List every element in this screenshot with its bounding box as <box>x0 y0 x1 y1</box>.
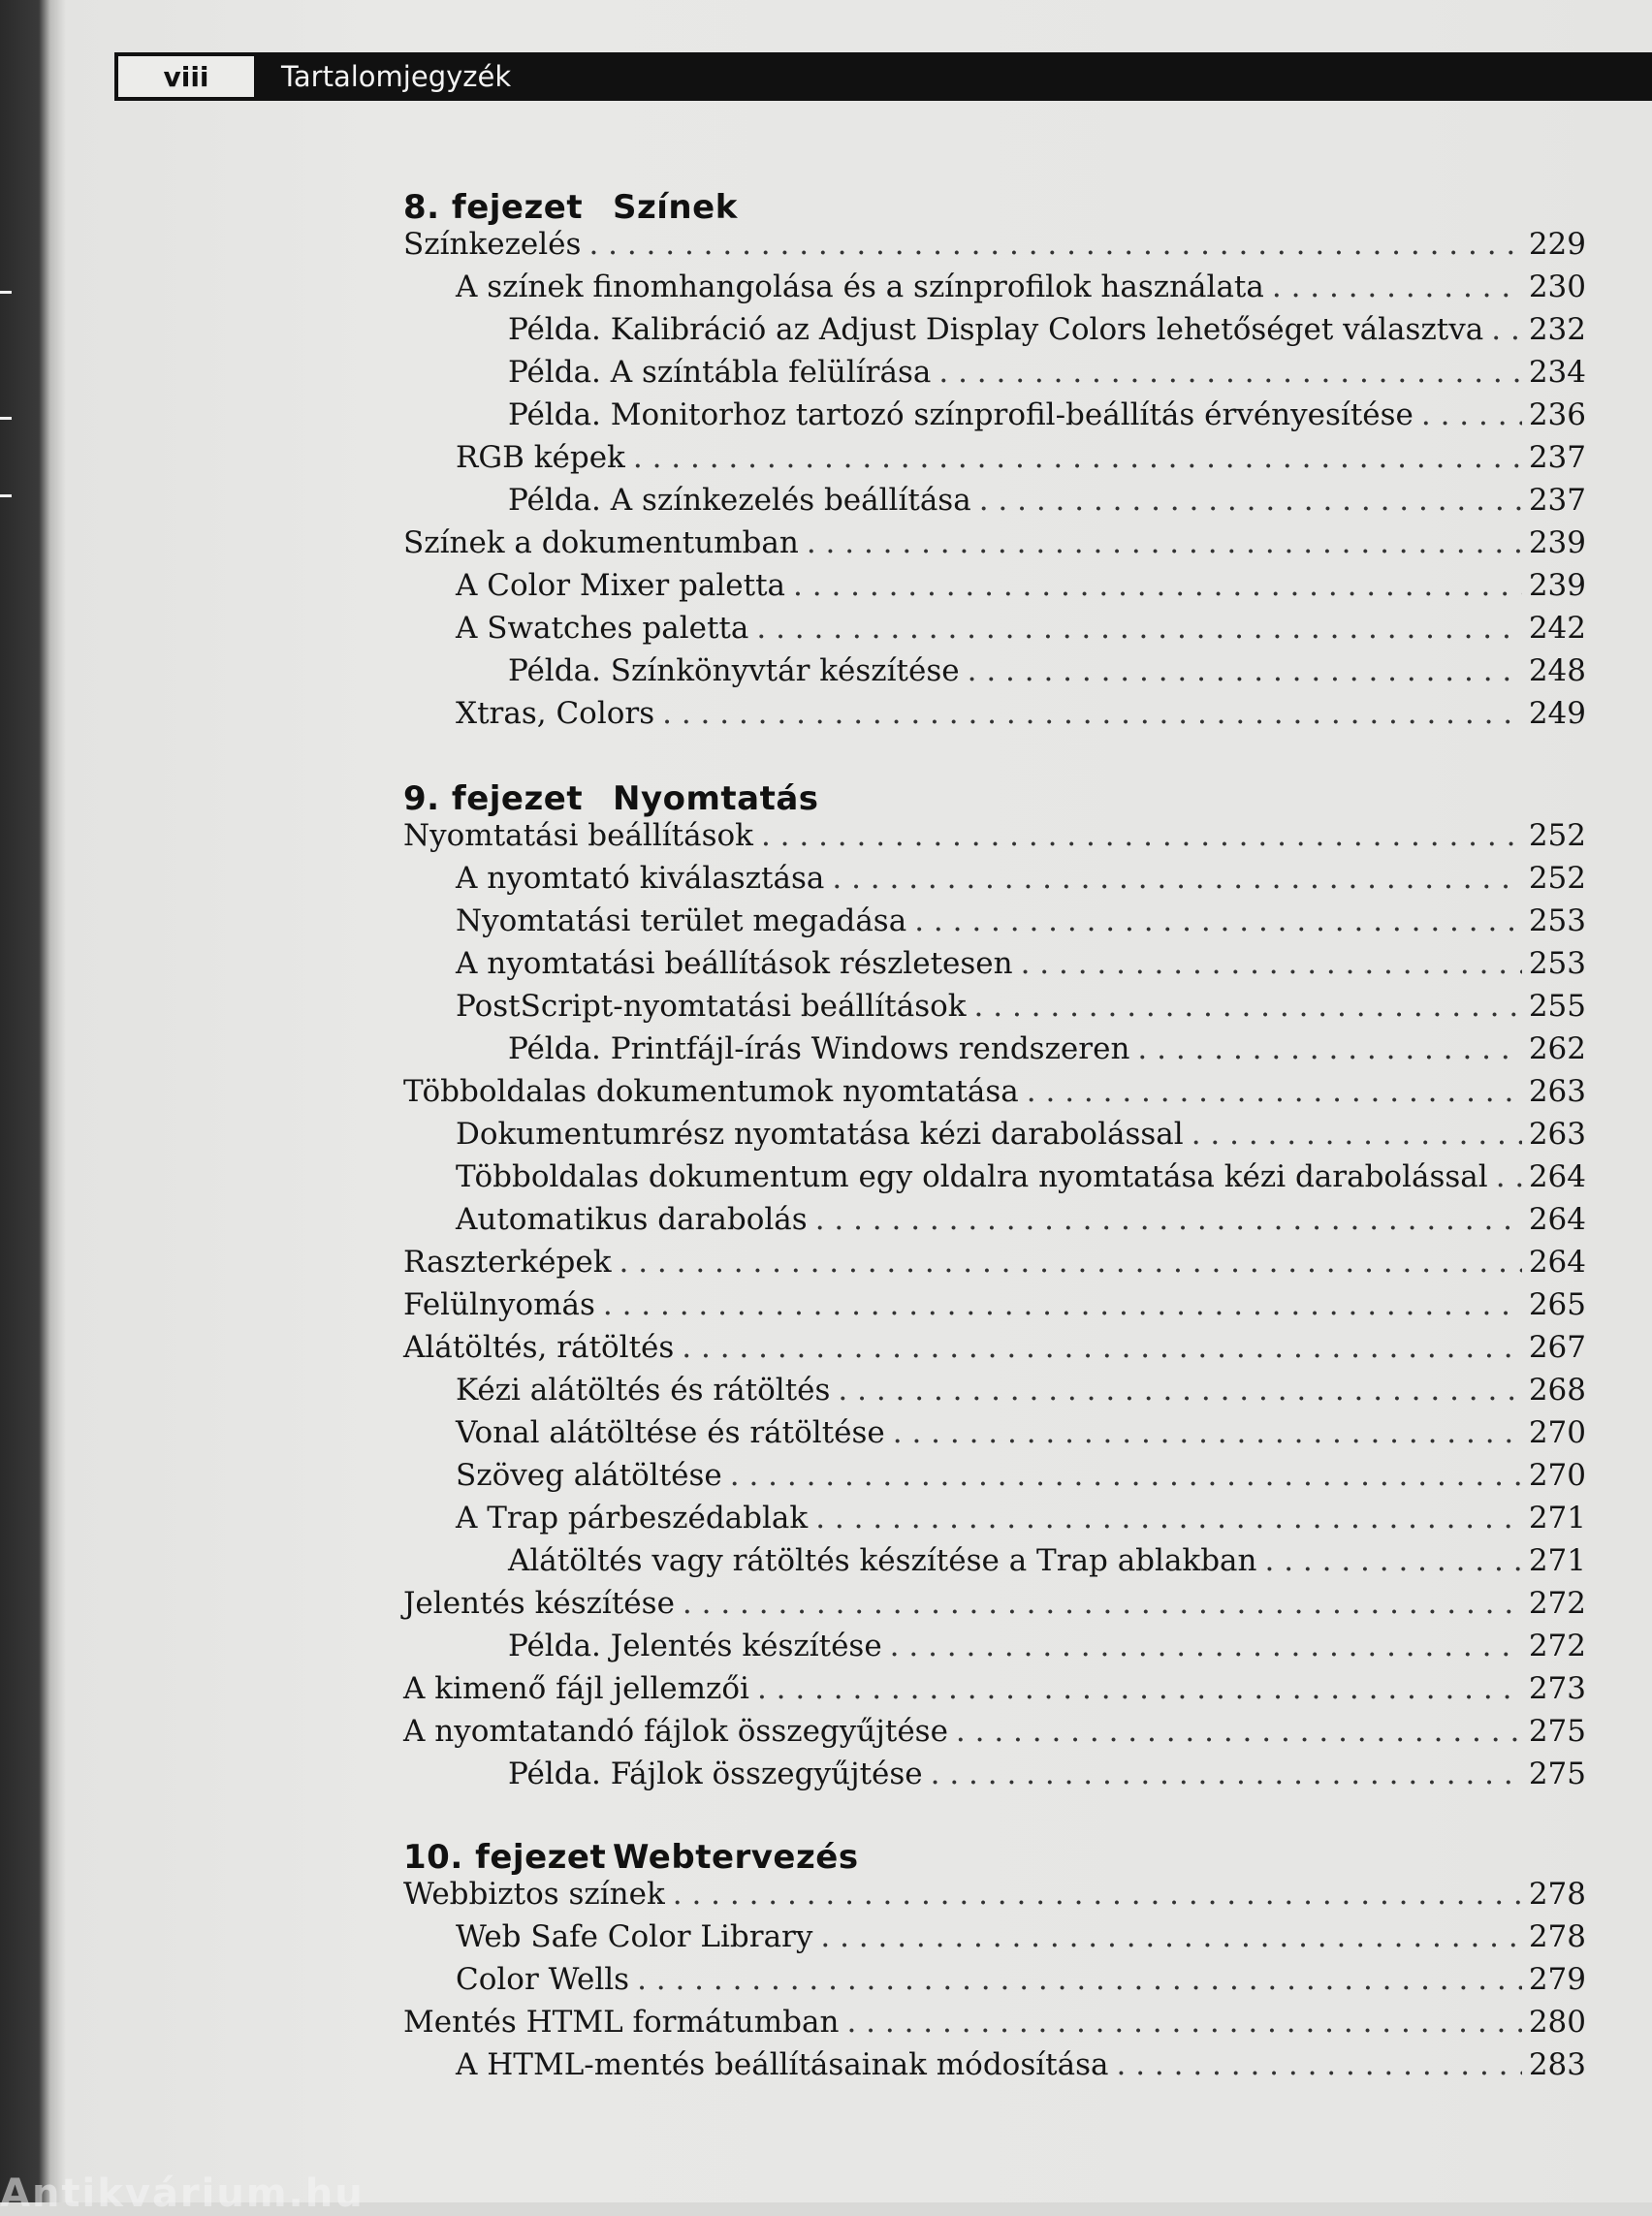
dot-leader <box>756 611 1522 646</box>
toc-entry-title: A nyomtatási beállítások részletesen <box>456 946 1013 981</box>
dot-leader <box>1117 2047 1523 2082</box>
toc-entry[interactable] <box>456 269 1586 312</box>
chapter-number: 9. fejezet <box>403 779 584 818</box>
toc-page-number: 264 <box>1528 1159 1586 1194</box>
dot-leader <box>1272 269 1522 304</box>
dot-leader <box>620 1245 1522 1280</box>
toc-page-number: 275 <box>1528 1757 1586 1791</box>
toc-entry-title: A Swatches paletta <box>456 611 749 646</box>
chapter-heading <box>403 779 1373 818</box>
toc-entry[interactable] <box>456 903 1586 946</box>
toc-page-number: 252 <box>1528 861 1586 896</box>
toc-entry[interactable] <box>456 1202 1586 1245</box>
toc-entry-title: Példa. Színkönyvtár készítése <box>508 653 960 688</box>
toc-entry[interactable] <box>456 696 1586 739</box>
toc-page-number: 253 <box>1528 903 1586 938</box>
dot-leader <box>673 1877 1522 1912</box>
toc-page-number: 262 <box>1528 1031 1586 1066</box>
toc-entry-title: Web Safe Color Library <box>456 1919 813 1954</box>
toc-entry-title: A Trap párbeszédablak <box>456 1501 809 1535</box>
toc-entry[interactable] <box>403 1877 1586 1919</box>
toc-entry[interactable] <box>403 1245 1586 1287</box>
toc-page-number: 265 <box>1528 1287 1586 1322</box>
toc-page-number: 279 <box>1528 1962 1586 1997</box>
toc-page-number: 270 <box>1528 1458 1586 1493</box>
toc-page-number: 237 <box>1528 440 1586 475</box>
toc-entry[interactable] <box>456 1962 1586 2005</box>
toc-page-number: 264 <box>1528 1245 1586 1280</box>
toc-entry-title: Példa. Jelentés készítése <box>508 1629 882 1663</box>
toc-entry-title: Színkezelés <box>403 227 582 262</box>
toc-page-number: 252 <box>1528 818 1586 853</box>
chapter-title: Színek <box>613 188 738 227</box>
dot-leader <box>662 696 1522 731</box>
toc-entry-title: A Color Mixer paletta <box>456 568 786 603</box>
toc-entry[interactable] <box>508 355 1586 397</box>
toc-entry[interactable] <box>403 1714 1586 1757</box>
toc-entry-title: Webbiztos színek <box>403 1877 665 1912</box>
toc-entry[interactable] <box>456 1159 1586 1202</box>
chapter-number: 8. fejezet <box>403 188 584 227</box>
toc-page-number: 263 <box>1528 1074 1586 1109</box>
toc-entry[interactable] <box>403 1671 1586 1714</box>
toc-entry-title: A HTML-mentés beállításainak módosítása <box>456 2047 1109 2082</box>
toc-entry[interactable] <box>403 1586 1586 1629</box>
dot-leader <box>838 1373 1522 1408</box>
toc-entry[interactable] <box>508 312 1586 355</box>
toc-page-number: 283 <box>1528 2047 1586 2082</box>
chapter-title: Webtervezés <box>613 1838 859 1877</box>
toc-entry-title: Példa. Printfájl-írás Windows rendszeren <box>508 1031 1130 1066</box>
toc-page-number: 237 <box>1528 483 1586 518</box>
toc-entry[interactable] <box>456 1501 1586 1543</box>
toc-entry[interactable] <box>456 1919 1586 1962</box>
dot-leader <box>793 568 1522 603</box>
dot-leader <box>890 1629 1522 1663</box>
toc-entry-title: Többoldalas dokumentumok nyomtatása <box>403 1074 1019 1109</box>
dot-leader <box>846 2005 1522 2040</box>
toc-entry[interactable] <box>456 1117 1586 1159</box>
toc-page-number: 242 <box>1528 611 1586 646</box>
toc-entry-title: PostScript-nyomtatási beállítások <box>456 989 967 1024</box>
dot-leader <box>757 1671 1522 1706</box>
toc-entry-title: Példa. Fájlok összegyűjtése <box>508 1757 923 1791</box>
toc-entry[interactable] <box>403 1287 1586 1330</box>
dot-leader <box>683 1586 1522 1621</box>
dot-leader <box>1191 1117 1522 1152</box>
dot-leader <box>1137 1031 1522 1066</box>
chapter-heading <box>403 188 1373 227</box>
dot-leader <box>1021 946 1522 981</box>
toc-entry[interactable] <box>508 653 1586 696</box>
toc-page-number: 270 <box>1528 1415 1586 1450</box>
dot-leader <box>682 1330 1522 1365</box>
toc-entry[interactable] <box>456 989 1586 1031</box>
toc-entry-title: Color Wells <box>456 1962 630 1997</box>
toc-entry[interactable] <box>456 440 1586 483</box>
toc-page-number: 271 <box>1528 1501 1586 1535</box>
toc-entry-title: A nyomtatandó fájlok összegyűjtése <box>403 1714 948 1749</box>
toc-entry-title: Alátöltés vagy rátöltés készítése a Trap ablakban <box>508 1543 1257 1578</box>
dot-leader <box>603 1287 1522 1322</box>
chapter-heading <box>403 1838 1373 1877</box>
dot-leader <box>1027 1074 1522 1109</box>
toc-entry[interactable] <box>456 2047 1586 2090</box>
dot-leader <box>968 653 1522 688</box>
dot-leader <box>938 355 1522 390</box>
toc-page-number: 229 <box>1528 227 1586 262</box>
toc-entry[interactable] <box>456 1415 1586 1458</box>
toc-entry-title: Alátöltés, rátöltés <box>403 1330 675 1365</box>
dot-leader <box>1265 1543 1522 1578</box>
toc-entry-title: A kimenő fájl jellemzői <box>403 1671 749 1706</box>
toc-entry-title: Jelentés készítése <box>403 1586 675 1621</box>
toc-page-number: 239 <box>1528 568 1586 603</box>
toc-page-number: 268 <box>1528 1373 1586 1408</box>
toc-entry-title: Példa. Monitorhoz tartozó színprofil-beállítás érvényesítése <box>508 397 1414 432</box>
toc-entry-title: Vonal alátöltése és rátöltése <box>456 1415 885 1450</box>
toc-entry[interactable] <box>456 1458 1586 1501</box>
dot-leader <box>807 525 1522 560</box>
toc-entry[interactable] <box>456 611 1586 653</box>
toc-page-number: 253 <box>1528 946 1586 981</box>
toc-entry[interactable] <box>403 2005 1586 2047</box>
toc-page-number: 267 <box>1528 1330 1586 1365</box>
toc-entry-title: Példa. Kalibráció az Adjust Display Colors lehetőséget választva <box>508 312 1484 347</box>
dot-leader <box>979 483 1522 518</box>
toc-entry-title: A nyomtató kiválasztása <box>456 861 825 896</box>
toc-entry[interactable] <box>508 1031 1586 1074</box>
toc-entry-title: Példa. A színkezelés beállítása <box>508 483 971 518</box>
running-header <box>114 52 1652 101</box>
toc-page-number: 248 <box>1528 653 1586 688</box>
toc-page-number: 264 <box>1528 1202 1586 1237</box>
toc-page-number: 272 <box>1528 1629 1586 1663</box>
dot-leader <box>761 818 1522 853</box>
toc-page-number: 278 <box>1528 1919 1586 1954</box>
toc-entry-title: Mentés HTML formátumban <box>403 2005 840 2040</box>
toc-page-number: 263 <box>1528 1117 1586 1152</box>
toc-page-number: 272 <box>1528 1586 1586 1621</box>
dot-leader <box>931 1757 1522 1791</box>
toc-entry[interactable] <box>508 1629 1586 1671</box>
toc-entry[interactable] <box>508 1757 1586 1799</box>
toc-page-number: 234 <box>1528 355 1586 390</box>
toc-entry[interactable] <box>508 397 1586 440</box>
toc-entry[interactable] <box>456 1373 1586 1415</box>
toc-entry[interactable] <box>403 227 1586 269</box>
dot-leader <box>588 227 1522 262</box>
dot-leader <box>633 440 1522 475</box>
toc-page-number: 271 <box>1528 1543 1586 1578</box>
dot-leader <box>820 1919 1522 1954</box>
page-folio: viii <box>118 56 254 97</box>
dot-leader <box>1491 312 1522 347</box>
dot-leader <box>914 903 1522 938</box>
toc-page-number: 249 <box>1528 696 1586 731</box>
toc-entry[interactable] <box>508 1543 1586 1586</box>
toc-entry-title: Automatikus darabolás <box>456 1202 808 1237</box>
dot-leader <box>815 1202 1522 1237</box>
toc-entry[interactable] <box>456 946 1586 989</box>
toc-entry[interactable] <box>403 1074 1586 1117</box>
toc-entry[interactable] <box>456 568 1586 611</box>
toc-entry-title: Többoldalas dokumentum egy oldalra nyomtatása kézi darabolással <box>456 1159 1488 1194</box>
toc-page-number: 280 <box>1528 2005 1586 2040</box>
dot-leader <box>637 1962 1522 1997</box>
toc-entry-title: Példa. A színtábla felülírása <box>508 355 932 390</box>
dot-leader <box>974 989 1522 1024</box>
chapter-number: 10. fejezet <box>403 1838 607 1877</box>
toc-entry[interactable] <box>403 525 1586 568</box>
dot-leader <box>1421 397 1522 432</box>
dot-leader <box>815 1501 1522 1535</box>
dot-leader <box>956 1714 1522 1749</box>
toc-entry-title: Színek a dokumentumban <box>403 525 799 560</box>
toc-entry-title: Xtras, Colors <box>456 696 655 731</box>
dot-leader <box>1496 1159 1522 1194</box>
toc-entry-title: Dokumentumrész nyomtatása kézi darabolással <box>456 1117 1184 1152</box>
toc-entry-title: Szöveg alátöltése <box>456 1458 722 1493</box>
toc-page-number: 232 <box>1528 312 1586 347</box>
toc-entry-title: Felülnyomás <box>403 1287 595 1322</box>
toc-page-number: 278 <box>1528 1877 1586 1912</box>
toc-entry-title: RGB képek <box>456 440 625 475</box>
chapter-title: Nyomtatás <box>613 779 819 818</box>
toc-entry-title: Nyomtatási terület megadása <box>456 903 907 938</box>
toc-entry-title: A színek finomhangolása és a színprofilok használata <box>456 269 1264 304</box>
toc-entry[interactable] <box>456 861 1586 903</box>
dot-leader <box>730 1458 1522 1493</box>
toc-page-number: 230 <box>1528 269 1586 304</box>
toc-page-number: 255 <box>1528 989 1586 1024</box>
toc-page-number: 273 <box>1528 1671 1586 1706</box>
toc-page-number: 236 <box>1528 397 1586 432</box>
toc-entry-title: Kézi alátöltés és rátöltés <box>456 1373 831 1408</box>
toc-page-number: 275 <box>1528 1714 1586 1749</box>
toc-page-number: 239 <box>1528 525 1586 560</box>
dot-leader <box>832 861 1522 896</box>
toc-entry[interactable] <box>403 818 1586 861</box>
toc-entry-title: Raszterképek <box>403 1245 612 1280</box>
dot-leader <box>893 1415 1522 1450</box>
toc-entry-title: Nyomtatási beállítások <box>403 818 753 853</box>
watermark: Antikvárium.hu <box>0 2171 365 2216</box>
toc-entry[interactable] <box>403 1330 1586 1373</box>
running-title: Tartalomjegyzék <box>281 60 512 93</box>
toc-entry[interactable] <box>508 483 1586 525</box>
